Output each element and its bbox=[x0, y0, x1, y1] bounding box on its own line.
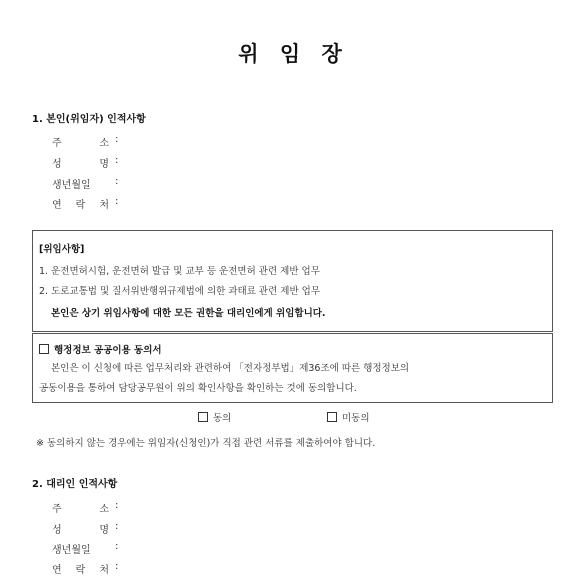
section2-heading: 2. 대리인 인적사항 bbox=[32, 479, 118, 490]
delegation-item-2: 2. 도로교통법 및 질서위반행위규제법에 의한 과태료 관련 제반 업무 bbox=[39, 286, 321, 297]
field-label: 성 명 bbox=[52, 159, 109, 170]
agree-checkbox[interactable] bbox=[198, 412, 208, 422]
field-label: 생년월일 bbox=[52, 545, 91, 556]
delegation-heading: [위임사항] bbox=[39, 244, 85, 255]
field-label: 주 소 bbox=[52, 138, 109, 149]
field-colon: : bbox=[115, 541, 119, 552]
delegation-box bbox=[32, 230, 553, 332]
document-title: 위 임 장 bbox=[238, 42, 344, 66]
consent-heading-label: 행정정보 공공이용 동의서 bbox=[54, 345, 162, 356]
field-label: 연 락 처 bbox=[52, 200, 109, 211]
agent-birthdate-field bbox=[52, 541, 118, 556]
disagree-option[interactable] bbox=[327, 410, 370, 424]
field-colon: : bbox=[115, 196, 119, 207]
agent-contact-field bbox=[52, 561, 118, 576]
principal-address-field bbox=[52, 134, 118, 149]
delegation-item-1: 1. 운전면허시험, 운전면허 발급 및 교부 등 운전면허 관련 제반 업무 bbox=[39, 266, 320, 277]
field-label: 주 소 bbox=[52, 504, 109, 515]
agree-option[interactable] bbox=[198, 410, 231, 424]
consent-box bbox=[32, 333, 553, 403]
agent-name-field bbox=[52, 521, 118, 536]
consent-text-line-1: 본인은 이 신청에 따른 업무처리와 관련하여 「전자정부법」제36조에 따른 행정정보의 bbox=[51, 363, 410, 374]
consent-text-line-2: 공동이용을 통하여 담당공무원이 위의 확인사항을 확인하는 것에 동의합니다. bbox=[39, 383, 357, 394]
consent-heading bbox=[39, 342, 162, 356]
field-colon: : bbox=[115, 134, 119, 145]
principal-birthdate-field bbox=[52, 176, 118, 191]
agree-label: 동의 bbox=[213, 413, 232, 424]
consent-note: ※ 동의하지 않는 경우에는 위임자(신청인)가 직접 관련 서류를 제출하여야 합니다. bbox=[36, 438, 376, 449]
section1-heading: 1. 본인(위임자) 인적사항 bbox=[32, 114, 146, 125]
delegation-statement: 본인은 상기 위임사항에 대한 모든 권한을 대리인에게 위임합니다. bbox=[51, 308, 326, 319]
disagree-checkbox[interactable] bbox=[327, 412, 337, 422]
agent-address-field bbox=[52, 500, 118, 515]
field-colon: : bbox=[115, 561, 119, 572]
consent-checkbox[interactable] bbox=[39, 344, 49, 354]
field-label: 성 명 bbox=[52, 525, 109, 536]
principal-name-field bbox=[52, 155, 118, 170]
field-colon: : bbox=[115, 521, 119, 532]
field-colon: : bbox=[115, 500, 119, 511]
field-label: 연 락 처 bbox=[52, 565, 109, 576]
principal-contact-field bbox=[52, 196, 118, 211]
field-colon: : bbox=[115, 155, 119, 166]
disagree-label: 미동의 bbox=[342, 413, 370, 424]
field-colon: : bbox=[115, 176, 119, 187]
field-label: 생년월일 bbox=[52, 180, 91, 191]
